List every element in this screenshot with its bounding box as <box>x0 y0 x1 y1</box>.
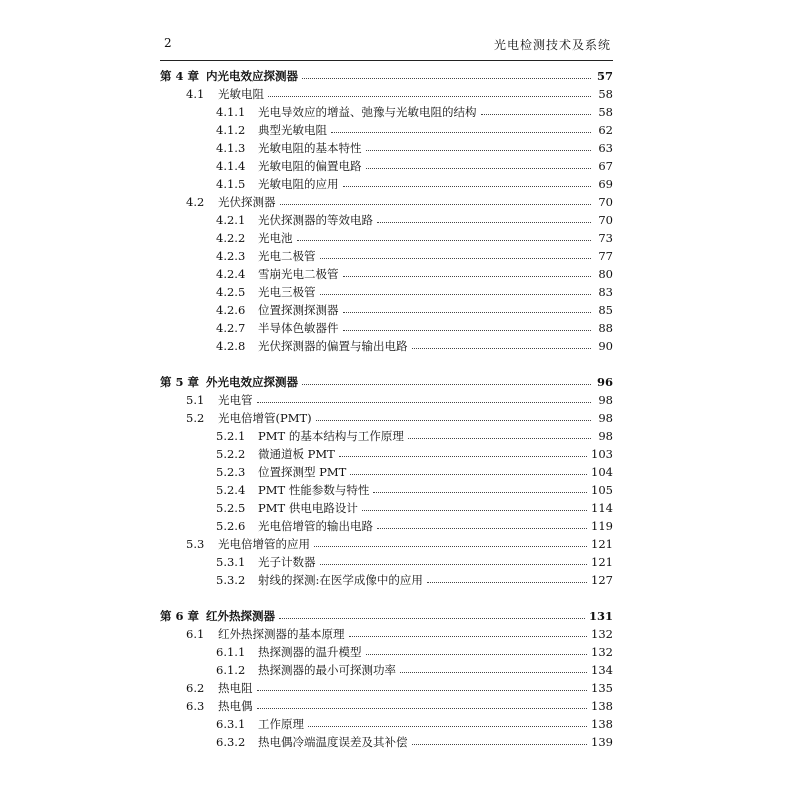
toc-entry-title: PMT 的基本结构与工作原理 <box>258 429 404 443</box>
toc-entry-page: 127 <box>591 573 613 587</box>
toc-entry-title: 热探测器的最小可探测功率 <box>258 663 396 677</box>
toc-subsection-entry[interactable] <box>160 553 613 571</box>
toc-entry-page: 70 <box>598 195 613 209</box>
toc-entry-number: 5.3.2 <box>216 573 246 587</box>
toc-entry-number: 4.1.3 <box>216 141 246 155</box>
toc-entry-number: 6.3.2 <box>216 735 246 749</box>
toc-entry-title: 光电三极管 <box>258 285 316 299</box>
toc-subsection-entry[interactable] <box>160 157 613 175</box>
toc-entry-page: 62 <box>598 123 613 137</box>
toc-entry-page: 134 <box>591 663 613 677</box>
toc-entry-number: 4.2.5 <box>216 285 246 299</box>
toc-entry-number: 5.3.1 <box>216 555 246 569</box>
dot-leader <box>268 96 591 97</box>
toc-entry-title: 微通道板 PMT <box>258 447 335 461</box>
toc-entry-number: 4.2.8 <box>216 339 246 353</box>
toc-entry-page: 98 <box>598 393 613 407</box>
toc-entry-page: 131 <box>588 609 613 623</box>
page-header <box>160 36 611 54</box>
toc-subsection-entry[interactable] <box>160 445 613 463</box>
toc-entry-page: 139 <box>591 735 613 749</box>
toc-entry-title: 内光电效应探测器 <box>206 69 298 83</box>
dot-leader <box>302 384 591 385</box>
toc-subsection-entry[interactable] <box>160 247 613 265</box>
dot-leader <box>257 402 592 403</box>
toc-section-entry[interactable] <box>160 391 613 409</box>
toc-entry-title: 光电池 <box>258 231 293 245</box>
toc-entry-page: 138 <box>591 699 613 713</box>
toc-entry-number: 6.3.1 <box>216 717 246 731</box>
dot-leader <box>279 618 585 619</box>
toc-entry-title: 位置探测型 PMT <box>258 465 347 479</box>
toc-section-entry[interactable] <box>160 85 613 103</box>
toc-subsection-entry[interactable] <box>160 643 613 661</box>
toc-entry-page: 90 <box>598 339 613 353</box>
toc-entry-number: 6.1 <box>186 627 205 641</box>
toc-entry-number: 5.2.6 <box>216 519 246 533</box>
toc-entry-page: 135 <box>591 681 613 695</box>
toc-entry-title: PMT 供电电路设计 <box>258 501 358 515</box>
toc-section-entry[interactable] <box>160 679 613 697</box>
toc-entry-title: 光子计数器 <box>258 555 316 569</box>
toc-entry-page: 63 <box>598 141 613 155</box>
toc-entry-title: 光电倍增管(PMT) <box>218 411 312 425</box>
toc-subsection-entry[interactable] <box>160 661 613 679</box>
toc-entry-number: 5.2.2 <box>216 447 246 461</box>
toc-entry-number: 4.2.3 <box>216 249 246 263</box>
toc-entry-title: 半导体色敏器件 <box>258 321 339 335</box>
toc-entry-title: 光敏电阻 <box>218 87 264 101</box>
toc-subsection-entry[interactable] <box>160 427 613 445</box>
toc-entry-page: 85 <box>598 303 613 317</box>
toc-entry-title: 热探测器的温升模型 <box>258 645 362 659</box>
toc-entry-title: 工作原理 <box>258 717 304 731</box>
toc-entry-title: 光敏电阻的应用 <box>258 177 339 191</box>
toc-subsection-entry[interactable] <box>160 733 613 751</box>
toc-entry-title: 雪崩光电二极管 <box>258 267 339 281</box>
toc-entry-number: 6.3 <box>186 699 205 713</box>
toc-subsection-entry[interactable] <box>160 301 613 319</box>
toc-entry-page: 132 <box>591 645 613 659</box>
dot-leader <box>377 222 591 223</box>
toc-entry-title: 光电导效应的增益、弛豫与光敏电阻的结构 <box>258 105 477 119</box>
toc-entry-page: 57 <box>596 69 613 83</box>
toc-entry-number: 6.1.1 <box>216 645 246 659</box>
toc-subsection-entry[interactable] <box>160 265 613 283</box>
dot-leader <box>343 276 592 277</box>
toc-entry-number: 5.2.3 <box>216 465 246 479</box>
dot-leader <box>366 150 592 151</box>
toc-entry-number: 5.2.1 <box>216 429 246 443</box>
toc-entry-page: 77 <box>598 249 613 263</box>
dot-leader <box>343 312 592 313</box>
dot-leader <box>320 294 592 295</box>
toc-entry-number: 第 5 章 <box>160 375 200 389</box>
dot-leader <box>349 636 588 637</box>
toc-entry-title: 光伏探测器的等效电路 <box>258 213 373 227</box>
toc-entry-number: 4.2.7 <box>216 321 246 335</box>
toc-entry-title: 光敏电阻的偏置电路 <box>258 159 362 173</box>
toc-entry-number: 5.3 <box>186 537 205 551</box>
toc-entry-page: 58 <box>598 87 613 101</box>
toc-entry-page: 103 <box>591 447 613 461</box>
toc-entry-page: 73 <box>598 231 613 245</box>
toc-entry-title: 光电倍增管的应用 <box>218 537 310 551</box>
toc-entry-title: 光电倍增管的输出电路 <box>258 519 373 533</box>
toc-subsection-entry[interactable] <box>160 481 613 499</box>
toc-subsection-entry[interactable] <box>160 175 613 193</box>
dot-leader <box>280 204 592 205</box>
toc-entry-number: 5.1 <box>186 393 205 407</box>
toc-subsection-entry[interactable] <box>160 499 613 517</box>
toc-chapter-entry[interactable] <box>160 607 613 625</box>
toc-entry-number: 4.2.2 <box>216 231 246 245</box>
toc-entry-page: 80 <box>598 267 613 281</box>
toc-entry-number: 4.1.2 <box>216 123 246 137</box>
toc-entry-number: 4.2.1 <box>216 213 246 227</box>
toc-subsection-entry[interactable] <box>160 517 613 535</box>
toc-entry-title: 典型光敏电阻 <box>258 123 327 137</box>
toc-entry-title: 红外热探测器 <box>206 609 275 623</box>
toc-entry-page: 96 <box>596 375 613 389</box>
toc-subsection-entry[interactable] <box>160 571 613 589</box>
toc-entry-title: 光电管 <box>218 393 253 407</box>
toc-entry-page: 98 <box>598 429 613 443</box>
toc-entry-page: 58 <box>598 105 613 119</box>
toc-subsection-entry[interactable] <box>160 121 613 139</box>
toc-entry-title: 热电偶冷端温度误差及其补偿 <box>258 735 408 749</box>
toc-section-entry[interactable] <box>160 697 613 715</box>
toc-subsection-entry[interactable] <box>160 229 613 247</box>
toc-subsection-entry[interactable] <box>160 283 613 301</box>
toc-entry-page: 83 <box>598 285 613 299</box>
toc-entry-number: 4.1.4 <box>216 159 246 173</box>
dot-leader <box>412 744 588 745</box>
toc-entry-number: 6.2 <box>186 681 205 695</box>
toc-entry-number: 4.2.4 <box>216 267 246 281</box>
dot-leader <box>331 132 591 133</box>
toc-entry-number: 第 6 章 <box>160 609 200 623</box>
toc-entry-title: 光伏探测器的偏置与输出电路 <box>258 339 408 353</box>
toc-entry-number: 4.2 <box>186 195 205 209</box>
toc-section-entry[interactable] <box>160 409 613 427</box>
toc-entry-page: 67 <box>598 159 613 173</box>
dot-leader <box>257 690 588 691</box>
dot-leader <box>373 492 587 493</box>
toc-entry-page: 88 <box>598 321 613 335</box>
dot-leader <box>377 528 587 529</box>
toc-entry-number: 4.2.6 <box>216 303 246 317</box>
toc-entry-number: 5.2.5 <box>216 501 246 515</box>
dot-leader <box>343 186 592 187</box>
toc-entry-title: 射线的探测:在医学成像中的应用 <box>258 573 423 587</box>
toc-subsection-entry[interactable] <box>160 103 613 121</box>
toc-entry-page: 119 <box>591 519 613 533</box>
dot-leader <box>481 114 592 115</box>
dot-leader <box>316 420 591 421</box>
toc-entry-title: 光伏探测器 <box>218 195 276 209</box>
toc-chapter-entry[interactable] <box>160 373 613 391</box>
toc-entry-title: 光电二极管 <box>258 249 316 263</box>
toc-entry-page: 98 <box>598 411 613 425</box>
toc-entry-page: 121 <box>591 537 613 551</box>
toc-entry-number: 6.1.2 <box>216 663 246 677</box>
toc-subsection-entry[interactable] <box>160 337 613 355</box>
toc-entry-title: 光敏电阻的基本特性 <box>258 141 362 155</box>
dot-leader <box>362 510 587 511</box>
toc-chapter-entry[interactable] <box>160 67 613 85</box>
toc-entry-title: 热电阻 <box>218 681 253 695</box>
toc-entry-number: 5.2 <box>186 411 205 425</box>
toc-entry-title: 红外热探测器的基本原理 <box>218 627 345 641</box>
toc-entry-page: 69 <box>598 177 613 191</box>
toc-entry-number: 5.2.4 <box>216 483 246 497</box>
dot-leader <box>427 582 587 583</box>
toc-entry-number: 第 4 章 <box>160 69 200 83</box>
dot-leader <box>343 330 592 331</box>
toc-subsection-entry[interactable] <box>160 319 613 337</box>
toc-entry-page: 70 <box>598 213 613 227</box>
dot-leader <box>314 546 587 547</box>
toc-subsection-entry[interactable] <box>160 139 613 157</box>
dot-leader <box>257 708 588 709</box>
toc-subsection-entry[interactable] <box>160 211 613 229</box>
running-title: 光电检测技术及系统 <box>493 38 611 52</box>
dot-leader <box>366 654 588 655</box>
toc-entry-title: 外光电效应探测器 <box>206 375 298 389</box>
toc-entry-page: 105 <box>591 483 613 497</box>
toc-entry-number: 4.1.1 <box>216 105 246 119</box>
toc-entry-page: 121 <box>591 555 613 569</box>
toc-subsection-entry[interactable] <box>160 715 613 733</box>
toc-entry-page: 138 <box>591 717 613 731</box>
toc-subsection-entry[interactable] <box>160 463 613 481</box>
toc-entry-page: 114 <box>591 501 613 515</box>
toc-entry-title: 位置探测探测器 <box>258 303 339 317</box>
toc-entry-page: 132 <box>591 627 613 641</box>
dot-leader <box>350 474 587 475</box>
dot-leader <box>412 348 592 349</box>
dot-leader <box>366 168 592 169</box>
toc-entry-page: 104 <box>591 465 613 479</box>
toc-entry-number: 4.1.5 <box>216 177 246 191</box>
dot-leader <box>302 78 591 79</box>
dot-leader <box>320 258 592 259</box>
toc-section-entry[interactable] <box>160 625 613 643</box>
dot-leader <box>297 240 592 241</box>
toc-section-entry[interactable] <box>160 193 613 211</box>
toc-entry-number: 4.1 <box>186 87 205 101</box>
dot-leader <box>400 672 587 673</box>
toc-section-entry[interactable] <box>160 535 613 553</box>
dot-leader <box>320 564 588 565</box>
dot-leader <box>308 726 587 727</box>
toc-entry-title: 热电偶 <box>218 699 253 713</box>
page-number: 2 <box>164 36 172 50</box>
dot-leader <box>339 456 587 457</box>
toc-entry-title: PMT 性能参数与特性 <box>258 483 370 497</box>
table-of-contents <box>160 67 613 751</box>
header-rule <box>160 60 613 61</box>
dot-leader <box>408 438 591 439</box>
